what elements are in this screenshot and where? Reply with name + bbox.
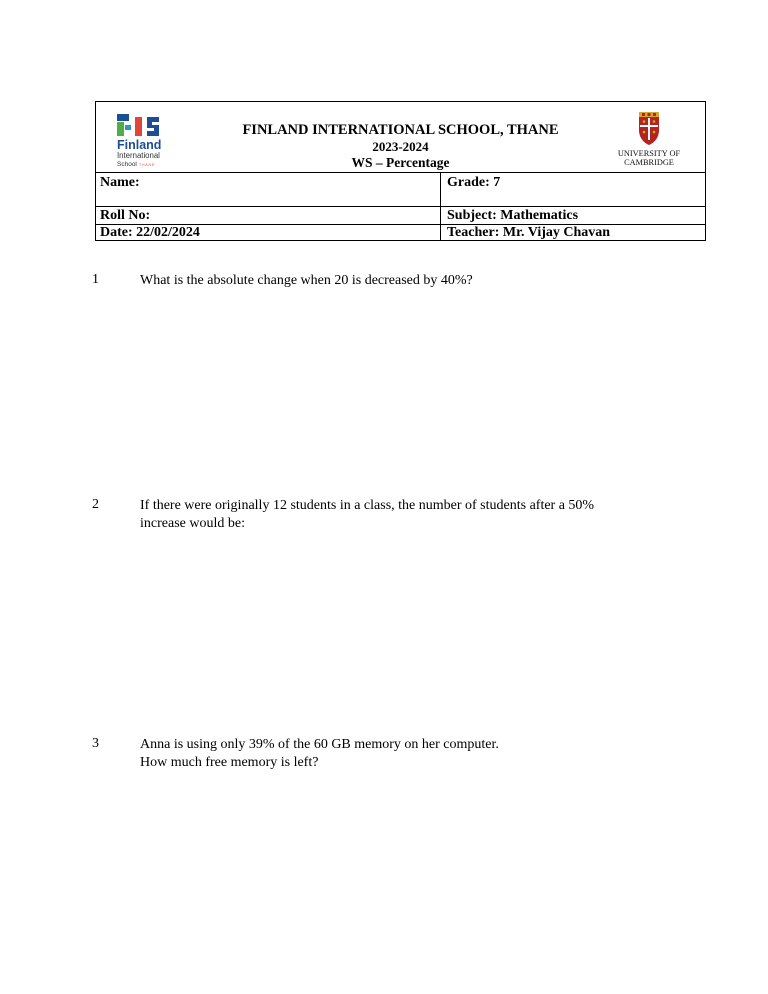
table-divider: [96, 172, 705, 173]
roll-no-field: Roll No:: [100, 208, 151, 223]
title-block: [96, 102, 705, 174]
fis-logo-line2: International: [117, 151, 160, 160]
cambridge-logo: [613, 108, 685, 170]
question-text: [140, 736, 499, 772]
academic-year: 2023-2024: [372, 139, 429, 154]
question-line: increase would be:: [140, 516, 245, 531]
school-name: FINLAND INTERNATIONAL SCHOOL, THANE: [242, 122, 559, 138]
fis-logo-line3: School: [117, 161, 137, 168]
question-number: 3: [92, 736, 99, 751]
fis-logo-line1: Finland: [117, 138, 162, 152]
question-line: How much free memory is left?: [140, 755, 319, 770]
table-divider: [96, 206, 705, 207]
question-line: What is the absolute change when 20 is decreased by 40%?: [140, 273, 473, 288]
question-line: If there were originally 12 students in a class, the number of students after a 50%: [140, 498, 595, 513]
question-text: [140, 497, 594, 533]
cambridge-logo-line2: CAMBRIDGE: [624, 158, 674, 167]
question-line: Anna is using only 39% of the 60 GB memory on her computer.: [140, 737, 499, 752]
grade-field: Grade: 7: [447, 175, 501, 190]
question-text: [140, 272, 473, 290]
date-field: Date: 22/02/2024: [100, 225, 200, 240]
table-column-divider: [440, 172, 441, 241]
cambridge-logo-line1: UNIVERSITY OF: [617, 149, 681, 158]
question-number: 1: [92, 272, 99, 287]
header-table: [95, 101, 706, 241]
name-field: Name:: [100, 175, 140, 190]
worksheet-title: WS – Percentage: [351, 155, 450, 170]
question-number: 2: [92, 497, 99, 512]
teacher-field: Teacher: Mr. Vijay Chavan: [447, 225, 611, 240]
subject-field: Subject: Mathematics: [447, 208, 579, 223]
fis-logo-line3-suffix: T H A N E: [139, 163, 155, 167]
